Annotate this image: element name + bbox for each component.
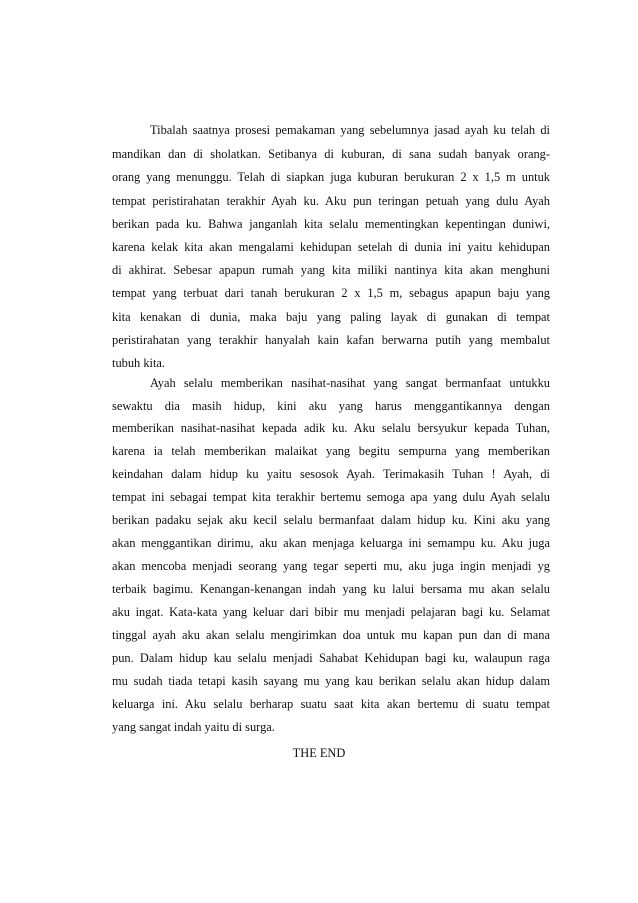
- paragraph-2-line: berikan padaku sejak aku kecil selalu bermanfaat dalam hidup ku. Kini aku yang: [112, 513, 550, 527]
- paragraph-1-line: karena kelak kita akan mengalami kehidupan setelah di dunia ini yaitu kehidupan: [112, 240, 550, 254]
- paragraph-2-line: akan mencoba menjadi seorang yang tegar seperti mu, aku juga ingin menjadi yg: [112, 559, 550, 573]
- paragraph-1-line: mandikan dan di sholatkan. Setibanya di kuburan, di sana sudah banyak orang-: [112, 147, 550, 161]
- paragraph-2-line: memberikan nasihat-nasihat kepada adik ku. Aku selalu bersyukur kepada Tuhan,: [112, 421, 550, 435]
- paragraph-1-line: di akhirat. Sebesar apapun rumah yang kita miliki nantinya kita akan menghuni: [112, 263, 550, 277]
- paragraph-2-line: mu sudah tiada tetapi kasih sayang mu yang kau berikan selalu akan hidup dalam: [112, 674, 550, 688]
- paragraph-2-line: akan menggantikan dirimu, aku akan menjaga keluarga ini semampu ku. Aku juga: [112, 536, 550, 550]
- paragraph-2-line: sewaktu dia masih hidup, kini aku yang harus menggantikannya dengan: [112, 399, 550, 413]
- paragraph-2-line: terbaik bagimu. Kenangan-kenangan indah yang ku lalui bersama mu akan selalu: [112, 582, 550, 596]
- paragraph-2-line: karena ia telah memberikan malaikat yang begitu sempurna yang memberikan: [112, 444, 550, 458]
- paragraph-2-line: tempat ini sebagai tempat kita terakhir bertemu semoga apa yang dulu Ayah selalu: [112, 490, 550, 504]
- paragraph-2-line: tinggal ayah aku akan selalu mengirimkan doa untuk mu kapan pun dan di mana: [112, 628, 550, 642]
- paragraph-1-line: orang yang menunggu. Telah di siapkan juga kuburan berukuran 2 x 1,5 m untuk: [112, 170, 550, 184]
- paragraph-2-line: pun. Dalam hidup kau selalu menjadi Sahabat Kehidupan bagi ku, walaupun raga: [112, 651, 550, 665]
- paragraph-1-line: kita kenakan di dunia, maka baju yang paling layak di gunakan di tempat: [112, 310, 550, 324]
- paragraph-1-line: tubuh kita.: [112, 356, 165, 370]
- paragraph-1-line: tempat peristirahatan terakhir Ayah ku. Aku pun teringan petuah yang dulu Ayah: [112, 194, 550, 208]
- paragraph-2-line: yang sangat indah yaitu di surga.: [112, 720, 275, 734]
- paragraph-2-line: keindahan dalam hidup ku yaitu sesosok Ayah. Terimakasih Tuhan ! Ayah, di: [112, 467, 550, 481]
- the-end-heading: THE END: [292, 746, 346, 760]
- paragraph-1-line: berikan pada ku. Bahwa janganlah kita selalu mementingkan kepentingan duniwi,: [112, 217, 550, 231]
- paragraph-1-line: peristirahatan yang terakhir hanyalah kain kafan berwarna putih yang membalut: [112, 333, 550, 347]
- paragraph-2-line: Ayah selalu memberikan nasihat-nasihat yang sangat bermanfaat untukku: [150, 376, 550, 390]
- paragraph-1-line: Tibalah saatnya prosesi pemakaman yang sebelumnya jasad ayah ku telah di: [150, 123, 550, 137]
- paragraph-2-line: keluarga ini. Aku selalu berharap suatu saat kita akan bertemu di suatu tempat: [112, 697, 550, 711]
- paragraph-2-line: aku ingat. Kata-kata yang keluar dari bibir mu menjadi pelajaran bagi ku. Selamat: [112, 605, 550, 619]
- paragraph-1-line: tempat yang terbuat dari tanah berukuran 2 x 1,5 m, sebagus apapun baju yang: [112, 286, 550, 300]
